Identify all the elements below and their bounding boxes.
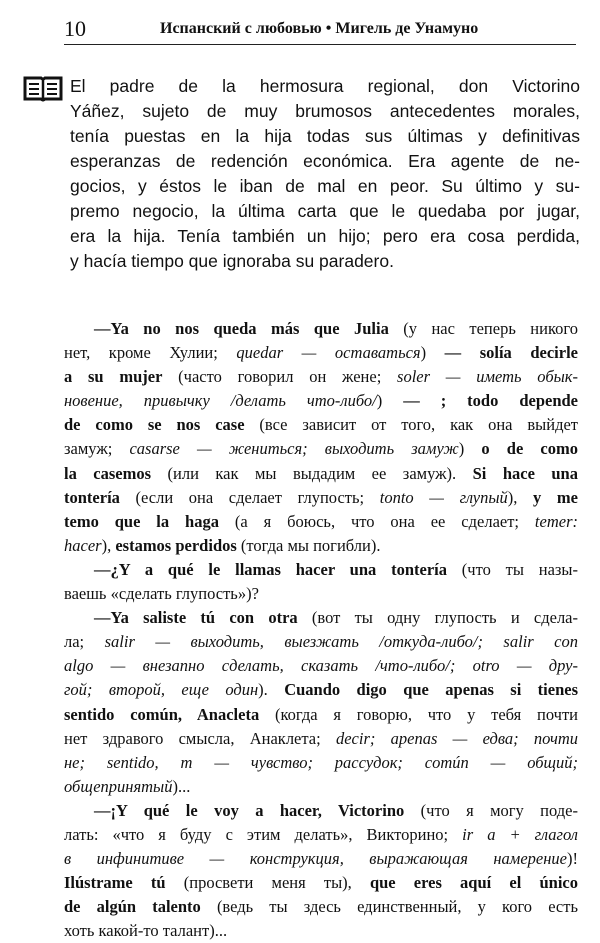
commentary-line — [64, 775, 578, 799]
commentary-line — [64, 919, 578, 943]
spanish-phrase: temo que la haga — [64, 511, 219, 531]
spanish-phrase: que eres aquí el único — [369, 873, 578, 893]
gloss-note: hacer — [64, 535, 102, 555]
spanish-original-paragraph — [70, 74, 580, 274]
page-number: 10 — [64, 16, 86, 41]
gloss-note: soler — иметь обык- — [397, 367, 579, 387]
spanish-phrase: sentido común, Anacleta — [64, 704, 260, 724]
translation-text: ), — [507, 487, 534, 507]
commentary-line — [64, 413, 578, 437]
translation-text: (тогда мы погибли). — [236, 535, 381, 555]
commentary-line — [64, 510, 578, 534]
commentary-line — [64, 606, 578, 630]
commentary-line — [64, 703, 578, 727]
translation-text: хоть какой-то талант)... — [64, 921, 228, 941]
spanish-line: tenía puestas en la hija todas sus últimas y definitivas — [70, 126, 580, 146]
translation-text: (что я могу поде- — [404, 800, 578, 820]
commentary-line — [64, 389, 578, 413]
spanish-line: El padre de la hermosura regional, don Victorino — [70, 76, 580, 96]
gloss-note: ir a + глагол — [462, 824, 578, 844]
gloss-note: temer: — [534, 511, 578, 531]
spanish-phrase: — solía decirle — [444, 343, 578, 363]
gloss-note: в инфинитиве — конструкция, выражающая намерение — [64, 849, 567, 869]
gloss-note: не; sentido, m — чувство; рассудок; común — общий; — [64, 752, 578, 772]
spanish-phrase: — ; todo depende — [403, 391, 579, 411]
translation-text: (просвети меня ты), — [165, 873, 370, 893]
spanish-phrase: Si hace una — [472, 463, 578, 483]
translation-text: ваешь «сделать глупость»)? — [64, 584, 259, 604]
commentary-line — [64, 534, 578, 558]
spanish-line: esperanzas de redención económica. Era agente de ne- — [70, 151, 580, 171]
commentary-line — [64, 630, 578, 654]
translation-text: замуж; — [64, 439, 130, 459]
translation-text: ) — [376, 391, 404, 411]
commentary-line — [64, 751, 578, 775]
translation-text: ла; — [64, 632, 105, 652]
gloss-note: casarse — жениться; выходить замуж — [129, 439, 459, 459]
spanish-phrase: Ilústrame tú — [64, 873, 166, 893]
commentary-line — [64, 341, 578, 365]
translation-text: ), — [101, 535, 116, 555]
commentary-line — [64, 678, 578, 702]
commentary-line — [64, 895, 578, 919]
translation-text: (когда я говорю, что у тебя почти — [259, 704, 578, 724]
translation-text: (все зависит от того, как она выйдет — [244, 415, 578, 435]
translation-text: ). — [258, 680, 285, 700]
spanish-phrase: —¡Y qué le voy a hacer, Victorino — [94, 800, 405, 820]
spanish-phrase: Cuando digo que apenas si tienes — [284, 680, 579, 700]
commentary-line — [64, 462, 578, 486]
translation-text: нет, кроме Хулии; — [64, 343, 237, 363]
gloss-note: общепринятый — [64, 776, 173, 796]
spanish-phrase: —Ya saliste tú con otra — [94, 608, 298, 628]
translation-text: (а я боюсь, что она ее сделает; — [218, 511, 535, 531]
spanish-phrase: de como se nos case — [64, 415, 245, 435]
commentary-line — [64, 582, 578, 606]
commentary-line — [64, 486, 578, 510]
spanish-phrase: estamos perdidos — [115, 535, 237, 555]
commentary-line — [64, 799, 578, 823]
gloss-note: tonto — глупый — [379, 487, 508, 507]
translation-text: (что ты назы- — [446, 559, 578, 579]
spanish-phrase: —¿Y a qué le llamas hacer una tontería — [94, 559, 447, 579]
spanish-phrase: a su mujer — [64, 367, 163, 387]
commentary-line — [64, 823, 578, 847]
spanish-line: Yáñez, sujeto de muy brumosos antecedentes morales, — [70, 101, 580, 121]
running-header — [64, 14, 576, 45]
commentary-line — [64, 437, 578, 461]
translation-text: лать: «что я буду с этим делать», Викторино; — [64, 824, 463, 844]
translation-text: (или как мы выдадим ее замуж). — [151, 463, 473, 483]
gloss-note: новение, привычку /делать что-либо/ — [64, 391, 377, 411]
translation-text: (если она сделает глупость; — [119, 487, 380, 507]
spanish-phrase: de algún talento — [64, 897, 201, 917]
spanish-phrase: tontería — [64, 487, 120, 507]
spanish-phrase: o de como — [481, 439, 578, 459]
running-title: Испанский с любовью • Мигель де Унамуно — [160, 20, 479, 37]
spanish-line: era la hija. Tenía también un hijo; pero era cosa perdida, — [70, 226, 580, 246]
annotated-commentary — [64, 317, 578, 943]
commentary-line — [64, 365, 578, 389]
gloss-note: decir; apenas — едва; почти — [335, 728, 578, 748]
spanish-line: y hacía tiempo que ignoraba su paradero. — [70, 251, 394, 271]
gloss-note: algo — внезапно сделать, сказать /что-либо/; otro — дру- — [64, 656, 578, 676]
commentary-line — [64, 727, 578, 751]
spanish-phrase: —Ya no nos queda más que Julia — [94, 319, 389, 338]
translation-text: (ведь ты здесь единственный, у кого есть — [200, 897, 578, 917]
translation-text: )! — [567, 849, 578, 869]
gloss-note: quedar — оставаться — [236, 343, 421, 363]
spanish-line: gocios, y éstos le iban de mal en peor. Su último y su- — [70, 176, 580, 196]
translation-text: ) — [420, 343, 445, 363]
commentary-line — [64, 654, 578, 678]
gloss-note: salir — выходить, выезжать /откуда-либо/; salir con — [104, 632, 578, 652]
gloss-note: гой; второй, еще один — [64, 680, 259, 700]
translation-text: (часто говорил он жене; — [162, 367, 398, 387]
commentary-line — [64, 871, 578, 895]
commentary-line — [64, 847, 578, 871]
open-book-icon — [22, 74, 64, 104]
spanish-phrase: la casemos — [64, 463, 152, 483]
translation-text: )... — [172, 776, 191, 796]
spanish-phrase: y me — [533, 487, 578, 507]
translation-text: (вот ты одну глупость и сдела- — [297, 608, 578, 628]
translation-text: ) — [458, 439, 482, 459]
commentary-line — [64, 558, 578, 582]
spanish-line: premo negocio, la última carta que le quedaba por jugar, — [70, 201, 580, 221]
translation-text: нет здравого смысла, Анаклета; — [64, 728, 336, 748]
translation-text: (у нас теперь никого — [388, 319, 578, 338]
commentary-line — [64, 317, 578, 341]
